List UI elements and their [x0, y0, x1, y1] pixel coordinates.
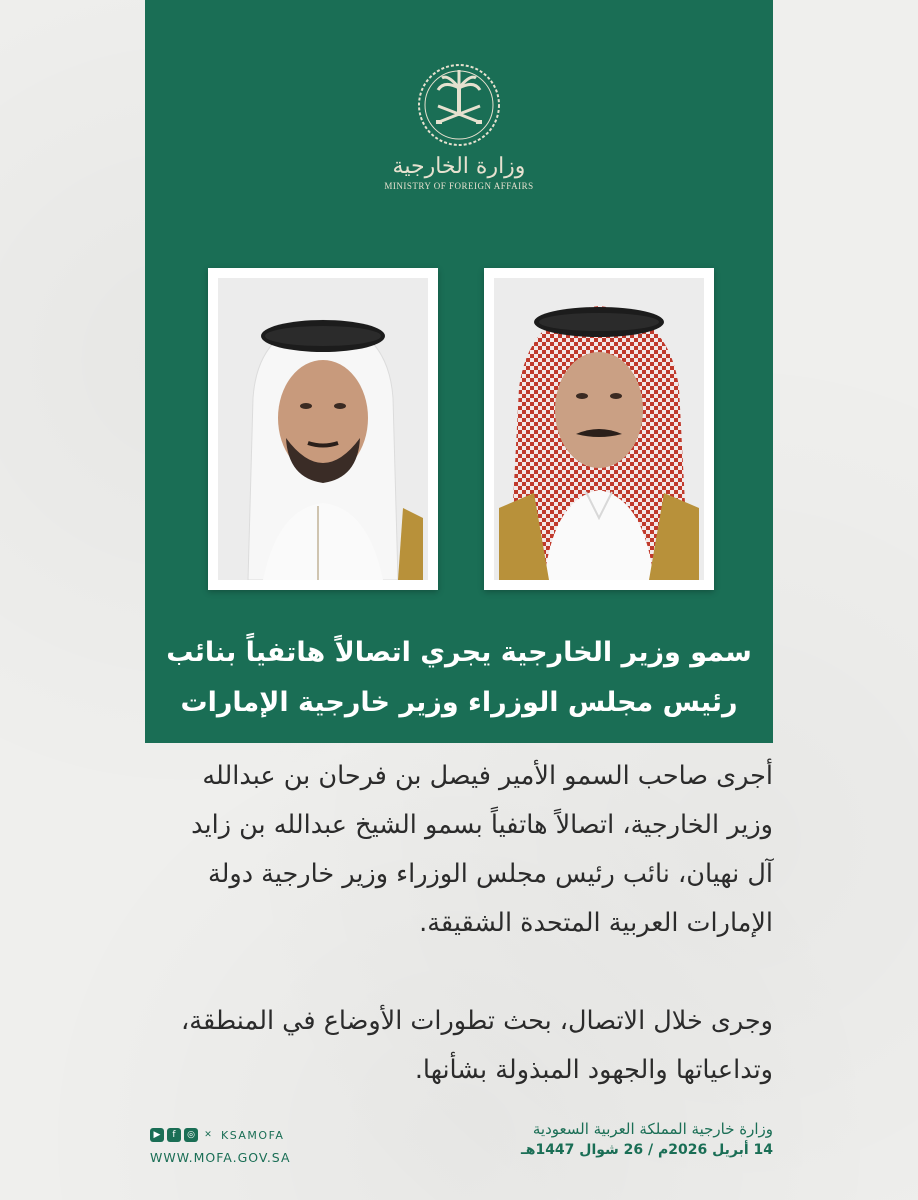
photo-uae-foreign-minister [208, 268, 438, 590]
footer-social [150, 1128, 390, 1165]
headline-line-1: سمو وزير الخارجية يجري اتصالاً هاتفياً بنائب [166, 637, 752, 668]
saudi-emblem-icon [414, 60, 504, 150]
x-icon[interactable]: ✕ [204, 1130, 212, 1140]
green-header-panel [145, 0, 773, 743]
instagram-icon[interactable]: ◎ [184, 1128, 198, 1142]
photo-saudi-foreign-minister [484, 268, 714, 590]
paragraph-2-line-1: وجرى خلال الاتصال، بحث تطورات الأوضاع في المنطقة، [181, 1006, 773, 1036]
paragraph-1-line-3: آل نهيان، نائب رئيس مجلس الوزراء وزير خارجية دولة [207, 859, 773, 889]
headline [145, 628, 773, 728]
ministry-signature: وزارة خارجية المملكة العربية السعودية [532, 1120, 773, 1138]
ministry-name-arabic: وزارة الخارجية [392, 154, 526, 179]
facebook-icon[interactable]: f [167, 1128, 181, 1142]
paragraph-1-line-2: وزير الخارجية، اتصالاً هاتفياً بسمو الشيخ عبدالله بن زايد [191, 810, 773, 840]
statement-body [145, 752, 773, 1095]
paragraph-2-line-2: وتداعياتها والجهود المبذولة بشأنها. [414, 1055, 773, 1085]
youtube-icon[interactable]: ▶ [150, 1128, 164, 1142]
social-links-row [150, 1128, 390, 1142]
paragraph-1-line-1: أجرى صاحب السمو الأمير فيصل بن فرحان بن عبدالله [202, 761, 773, 791]
portrait-uae-minister-icon [218, 278, 428, 580]
paragraph-1-line-4: الإمارات العربية المتحدة الشقيقة. [419, 908, 773, 938]
social-handle[interactable]: KSAMOFA [221, 1128, 285, 1142]
portrait-saudi-minister-icon [494, 278, 704, 580]
ministry-name-english: MINISTRY OF FOREIGN AFFAIRS [384, 181, 534, 191]
publication-date: 14 أبريل 2026م / 26 شوال 1447هـ [520, 1142, 773, 1158]
headline-line-2: رئيس مجلس الوزراء وزير خارجية الإمارات [180, 687, 738, 718]
footer-signature [440, 1120, 773, 1158]
website-link[interactable]: WWW.MOFA.GOV.SA [150, 1150, 291, 1165]
ministry-logo [145, 60, 773, 191]
